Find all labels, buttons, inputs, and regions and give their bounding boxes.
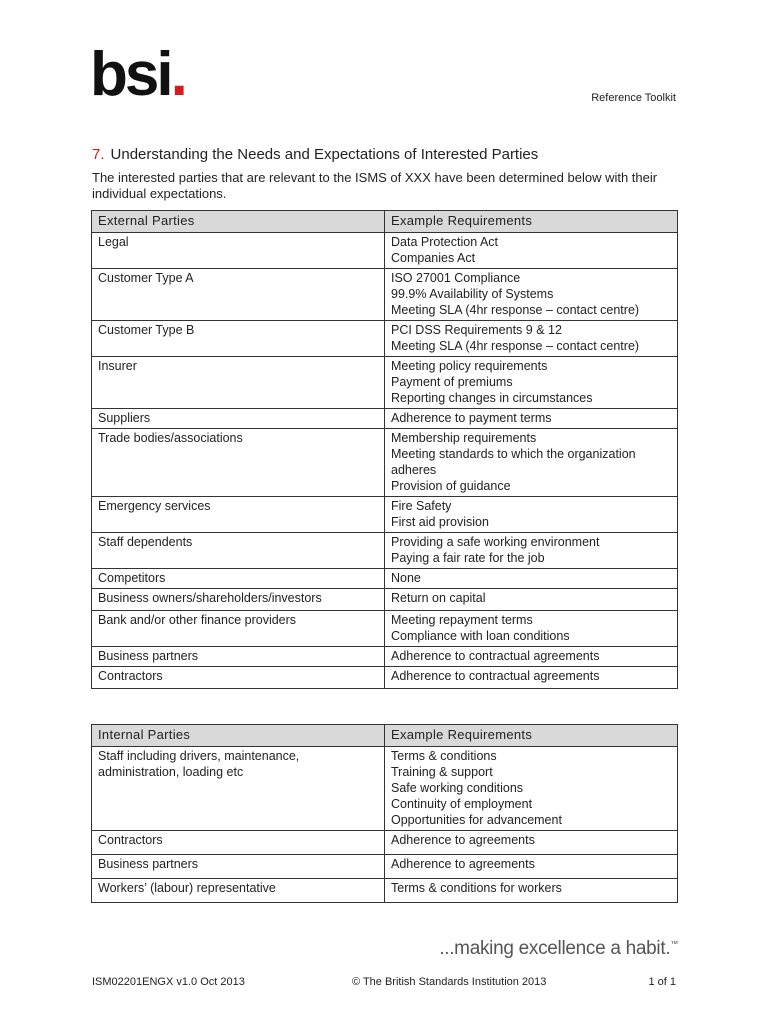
table-row: [92, 747, 678, 831]
table-row: [92, 357, 678, 409]
header-label: Reference Toolkit: [591, 92, 676, 104]
requirements-cell: [385, 357, 678, 409]
footer-page-number: 1 of 1: [648, 976, 676, 988]
bsi-logo: [90, 40, 185, 109]
requirement-line: Fire Safety: [391, 499, 452, 513]
requirement-line: Opportunities for advancement: [391, 813, 562, 827]
party-cell: Emergency services: [92, 497, 385, 533]
party-cell: Customer Type B: [92, 321, 385, 357]
table-header-row: [92, 211, 678, 233]
table-row: [92, 667, 678, 689]
requirement-line: Meeting policy requirements: [391, 359, 548, 373]
requirements-cell: [385, 747, 678, 831]
requirements-cell: [385, 269, 678, 321]
requirements-cell: [385, 647, 678, 667]
requirements-cell: [385, 589, 678, 611]
logo-text: bsi: [90, 40, 171, 109]
requirement-line: Adherence to payment terms: [391, 411, 552, 425]
table-row: [92, 429, 678, 497]
table-row: [92, 647, 678, 667]
table-row: [92, 879, 678, 903]
requirement-line: Meeting SLA (4hr response – contact centre): [391, 339, 640, 353]
requirement-line: Adherence to contractual agreements: [391, 649, 600, 663]
section-number: 7.: [92, 146, 105, 163]
requirement-line: Provision of guidance: [391, 479, 511, 493]
requirement-line: Data Protection Act: [391, 235, 499, 249]
requirements-cell: [385, 429, 678, 497]
party-cell: Contractors: [92, 667, 385, 689]
requirements-cell: [385, 497, 678, 533]
requirement-line: Safe working conditions: [391, 781, 524, 795]
requirements-cell: [385, 409, 678, 429]
footer-doc-id: ISM02201ENGX v1.0 Oct 2013: [92, 976, 245, 988]
requirement-line: First aid provision: [391, 515, 489, 529]
table-row: [92, 855, 678, 879]
requirement-line: Terms & conditions: [391, 749, 497, 763]
external-parties-table: [91, 210, 678, 689]
party-cell: Legal: [92, 233, 385, 269]
table-row: [92, 831, 678, 855]
requirement-line: Reporting changes in circumstances: [391, 391, 593, 405]
party-cell: Staff dependents: [92, 533, 385, 569]
internal-table-body: [92, 747, 678, 903]
table-row: [92, 409, 678, 429]
requirement-line: Meeting standards to which the organization adheres: [391, 447, 636, 477]
requirement-line: Meeting repayment terms: [391, 613, 533, 627]
requirements-cell: [385, 569, 678, 589]
tagline-text: ...making excellence a habit.: [439, 938, 671, 959]
requirement-line: Adherence to agreements: [391, 833, 535, 847]
requirement-line: ISO 27001 Compliance: [391, 271, 521, 285]
requirements-cell: [385, 831, 678, 855]
table-row: [92, 497, 678, 533]
requirement-line: Payment of premiums: [391, 375, 513, 389]
table-header-row: [92, 725, 678, 747]
requirements-cell: [385, 611, 678, 647]
party-cell: Bank and/or other finance providers: [92, 611, 385, 647]
requirements-cell: [385, 321, 678, 357]
requirement-line: Compliance with loan conditions: [391, 629, 570, 643]
column-header: External Parties: [92, 211, 385, 233]
requirement-line: Adherence to agreements: [391, 857, 535, 871]
party-cell: Customer Type A: [92, 269, 385, 321]
requirement-line: Training & support: [391, 765, 493, 779]
requirement-line: Providing a safe working environment: [391, 535, 600, 549]
intro-paragraph: The interested parties that are relevant to the ISMS of XXX have been determined below with their individual expectations.: [92, 170, 658, 201]
party-cell: Business partners: [92, 855, 385, 879]
requirement-line: Meeting SLA (4hr response – contact centre): [391, 303, 640, 317]
requirement-line: Return on capital: [391, 591, 486, 605]
section-title: Understanding the Needs and Expectations of Interested Parties: [110, 146, 539, 163]
table-row: [92, 589, 678, 611]
external-table-body: [92, 233, 678, 689]
party-cell: Workers’ (labour) representative: [92, 879, 385, 903]
requirement-line: Continuity of employment: [391, 797, 533, 811]
requirements-cell: [385, 879, 678, 903]
trademark-mark: ™: [670, 939, 678, 949]
party-cell: Trade bodies/associations: [92, 429, 385, 497]
party-cell: Staff including drivers, maintenance, administration, loading etc: [92, 747, 385, 831]
requirements-cell: [385, 855, 678, 879]
party-cell: Insurer: [92, 357, 385, 409]
footer-copyright: © The British Standards Institution 2013: [352, 976, 547, 988]
internal-parties-table: [91, 724, 678, 903]
table-row: [92, 533, 678, 569]
requirement-line: None: [391, 571, 421, 585]
requirement-line: Terms & conditions for workers: [391, 881, 562, 895]
column-header: Example Requirements: [385, 211, 678, 233]
requirement-line: Membership requirements: [391, 431, 537, 445]
table-row: [92, 611, 678, 647]
requirement-line: PCI DSS Requirements 9 & 12: [391, 323, 562, 337]
column-header: Example Requirements: [385, 725, 678, 747]
table-row: [92, 569, 678, 589]
table-row: [92, 233, 678, 269]
requirements-cell: [385, 667, 678, 689]
party-cell: Business owners/shareholders/investors: [92, 589, 385, 611]
requirement-line: 99.9% Availability of Systems: [391, 287, 554, 301]
table-row: [92, 269, 678, 321]
party-cell: Contractors: [92, 831, 385, 855]
requirements-cell: [385, 233, 678, 269]
requirement-line: Companies Act: [391, 251, 476, 265]
tagline: [439, 938, 678, 960]
section-heading: [92, 146, 538, 163]
logo-dot: .: [170, 40, 185, 109]
requirement-line: Adherence to contractual agreements: [391, 669, 600, 683]
requirements-cell: [385, 533, 678, 569]
requirement-line: Paying a fair rate for the job: [391, 551, 545, 565]
party-cell: Suppliers: [92, 409, 385, 429]
party-cell: Competitors: [92, 569, 385, 589]
party-cell: Business partners: [92, 647, 385, 667]
column-header: Internal Parties: [92, 725, 385, 747]
table-row: [92, 321, 678, 357]
